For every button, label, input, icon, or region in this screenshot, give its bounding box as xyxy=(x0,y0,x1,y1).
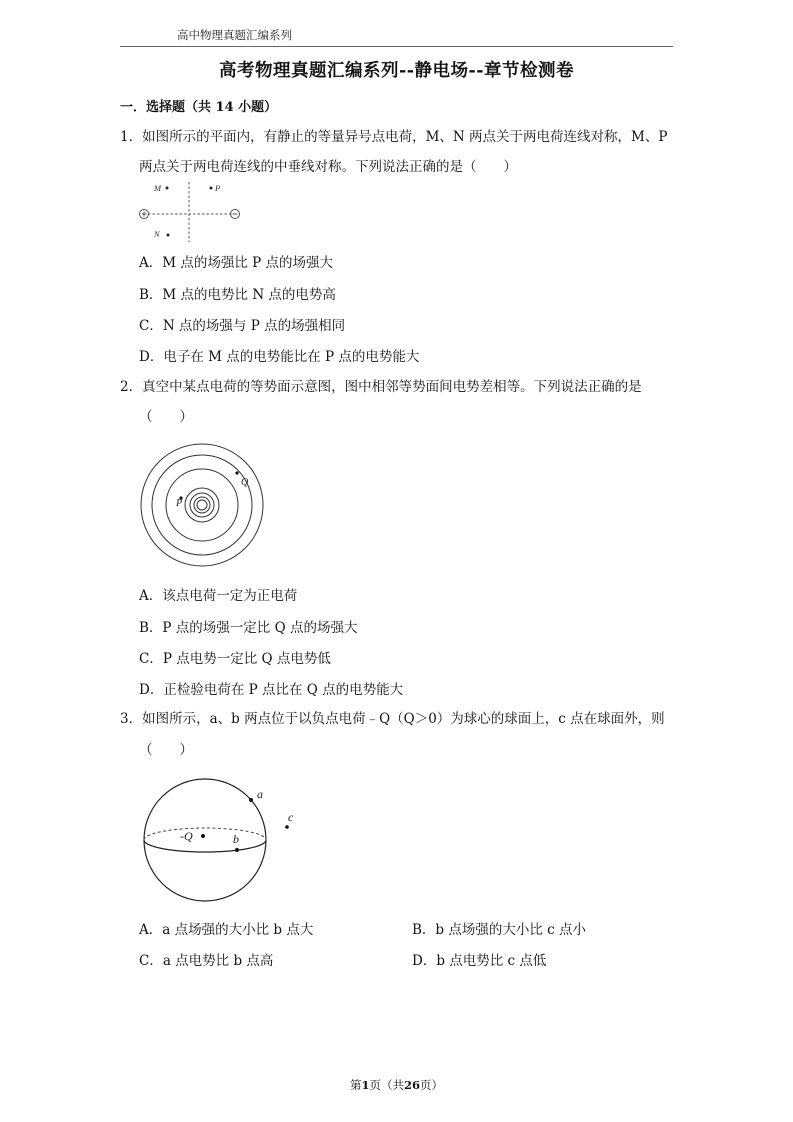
label-b: b xyxy=(233,832,239,846)
label-negative-Q: -Q xyxy=(180,829,193,843)
question-3-figure xyxy=(136,778,306,904)
footer-suffix: 页） xyxy=(420,1078,444,1092)
point-b xyxy=(235,848,239,852)
question-2-stem-line1: 2．真空中某点电荷的等势面示意图，图中相邻等势面间电势差相等。下列说法正确的是 xyxy=(120,379,642,395)
running-header: 高中物理真题汇编系列 xyxy=(177,28,292,42)
point-M xyxy=(166,187,169,190)
label-a: a xyxy=(257,787,263,801)
footer-middle: 页（共 xyxy=(369,1078,404,1092)
question-1-stem-line1: 1．如图所示的平面内，有静止的等量异号点电荷，M、N 两点关于两电荷连线对称，M、P xyxy=(120,129,668,145)
footer-total-pages: 26 xyxy=(404,1078,421,1092)
question-1-option-c[interactable]: C．N 点的场强与 P 点的场强相同 xyxy=(139,318,346,334)
point-c xyxy=(285,825,289,829)
page-title: 高考物理真题汇编系列--静电场--章节检测卷 xyxy=(218,61,575,81)
section-heading: 一．选择题（共 14 小题） xyxy=(120,100,278,115)
question-3-option-c[interactable]: C．a 点电势比 b 点高 xyxy=(139,953,274,969)
question-3-stem-line1: 3．如图所示，a、b 两点位于以负点电荷﹣Q（Q＞0）为球心的球面上，c 点在球面外，则 xyxy=(120,711,665,727)
question-3-option-a[interactable]: A．a 点场强的大小比 b 点大 xyxy=(139,922,314,938)
point-N xyxy=(167,234,170,237)
question-1-option-a[interactable]: A．M 点的场强比 P 点的场强大 xyxy=(139,255,334,271)
footer-prefix: 第 xyxy=(349,1078,362,1092)
question-2-option-d[interactable]: D．正检验电荷在 P 点比在 Q 点的电势能大 xyxy=(139,682,404,698)
label-c: c xyxy=(288,810,294,824)
question-1-option-b[interactable]: B．M 点的电势比 N 点的电势高 xyxy=(139,287,336,303)
question-2-option-a[interactable]: A．该点电荷一定为正电荷 xyxy=(139,588,298,604)
point-a xyxy=(249,798,253,802)
label-P: P xyxy=(176,498,183,509)
equipotential-ring-7 xyxy=(197,500,207,510)
equipotential-ring-1 xyxy=(141,444,263,566)
footer-page-number: 1 xyxy=(361,1078,370,1092)
question-1-figure xyxy=(134,178,250,246)
label-M: M xyxy=(154,183,162,193)
label-N: N xyxy=(154,229,160,239)
equipotential-ring-2 xyxy=(152,455,252,555)
point-Q xyxy=(235,471,238,474)
point-P xyxy=(210,187,213,190)
label-P: P xyxy=(215,183,221,193)
question-2-option-c[interactable]: C．P 点电势一定比 Q 点电势低 xyxy=(139,651,331,667)
question-1-option-d[interactable]: D．电子在 M 点的电势能比在 P 点的电势能大 xyxy=(139,349,420,365)
question-2-stem-line2: （ ） xyxy=(139,409,193,425)
sphere-outline xyxy=(144,779,266,901)
equator-front xyxy=(144,840,266,852)
header-rule xyxy=(120,46,673,47)
question-3-option-d[interactable]: D．b 点电势比 c 点低 xyxy=(412,953,547,969)
question-2-figure xyxy=(138,442,270,570)
question-3-option-b[interactable]: B．b 点场强的大小比 c 点小 xyxy=(412,922,586,938)
center-charge xyxy=(201,834,205,838)
page-footer xyxy=(0,1077,793,1093)
question-1-stem-line2: 两点关于两电荷连线的中垂线对称。下列说法正确的是（ ） xyxy=(139,159,517,175)
equator-back xyxy=(144,828,266,840)
question-3-stem-line2: （ ） xyxy=(139,742,193,758)
equipotential-ring-6 xyxy=(194,497,210,513)
question-2-option-b[interactable]: B．P 点的场强一定比 Q 点的场强大 xyxy=(139,620,358,636)
label-Q: Q xyxy=(241,477,249,488)
